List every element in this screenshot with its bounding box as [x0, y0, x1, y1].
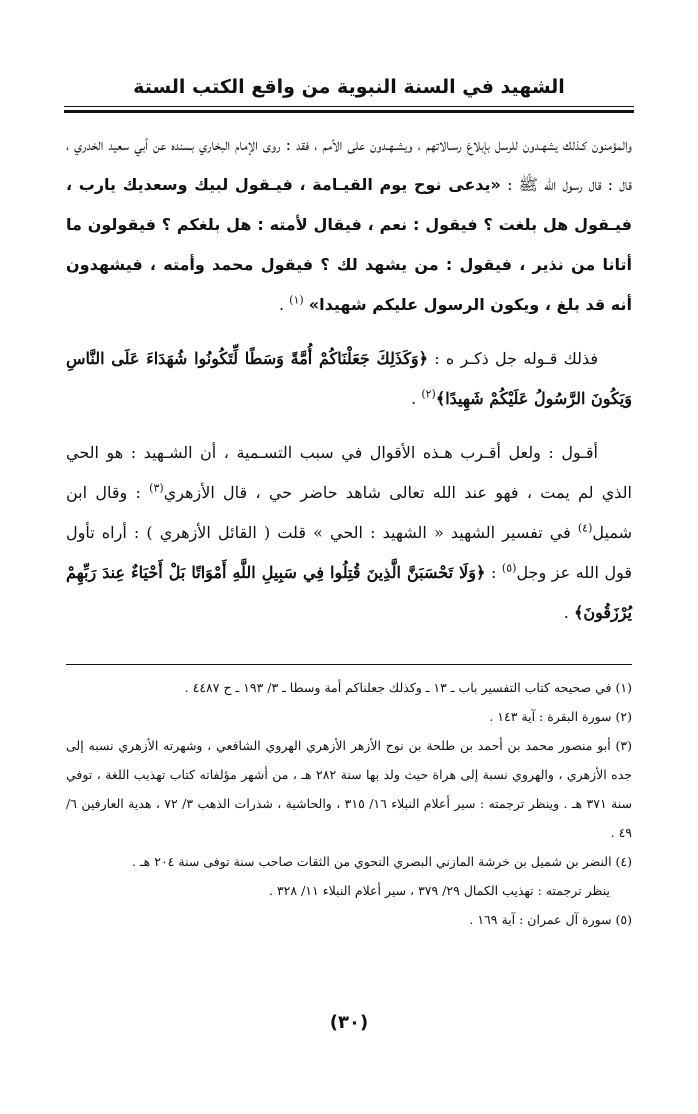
page-number: (٣٠): [329, 1012, 369, 1033]
footnotes: [66, 673, 632, 934]
header-rule: [64, 106, 634, 107]
quran-verse-1: ﴿وَكَذَلِكَ جَعَلْنَاكُمْ أُمَّةً وَسَطًا لِّتَكُونُوا شُهَدَاءَ عَلَى النَّاسِ وَيَكُونَ الرَّسُولُ عَلَيْكُمْ شَهِيدًا﴾: [66, 349, 632, 408]
paragraph-3-text-d: :: [485, 563, 502, 582]
paragraph-2-text: فذلك قـوله جل ذكـر ه :: [428, 349, 599, 368]
paragraph-1: والمؤمنون كـذلك يشهـدون للرسل بإبلاغ رسـالاتهم ، ويشـهـدون على الأمم ، فقد : روى الإمام البخاري بسنده عن أبي سعيد الخدري ، قال : قال رسول الله ﷺ : «يدعى نوح يوم القيـامة ، فيـقول لبيك وسعديك يارب ، فيـقول هل بلغت ؟ فيقول : نعم ، فيقال لأمته : هل بلغكم ؟ فيقولون ما أتانا من نذير ، فيقول : من يشهد لك ؟ فيقول محمد وأمته ، فيشهدون أنه قد بلغ ، ويكون الرسول عليكم شهيدا» $^{(١)}$ .: [66, 135, 633, 314]
footnote-4-continued: ينظر ترجمته : تهذيب الكمال ٢٩/ ٣٧٩ ، سير أعلام النبلاء ١١/ ٣٢٨ .: [269, 883, 610, 898]
footnote-1: (١) في صحيحه كتاب التفسير باب ـ ١٣ ـ وكذلك جعلناكم أمة وسطا ـ ٣/ ١٩٣ ـ ح ٤٤٨٧ .: [184, 680, 632, 695]
hadith-quote: «يدعى نوح يوم القيـامة ، فيـقول لبيك وسعديك يارب ، فيـقول هل بلغت ؟ فيقول : نعم ، فيقال لأمته : هل بلغكم ؟ فيقولون ما أتانا من نذير ، فيقول : من يشهد لك ؟ فيقول محمد وأمته ، فيشهدون أنه قد بلغ ، ويكون الرسول عليكم شهيدا»: [66, 175, 632, 314]
quran-verse-2: ﴿وَلَا تَحْسَبَنَّ الَّذِينَ قُتِلُوا فِي سَبِيلِ اللَّهِ أَمْوَاتًا بَلْ أَحْيَاءٌ عِندَ رَبِّهِمْ يُرْزَقُونَ﴾: [66, 563, 632, 622]
paragraph-3-text-b: : وقال ابن شميل: [66, 483, 632, 542]
footnote-2: (٢) سورة البقرة : آية ١٤٣ .: [489, 709, 632, 724]
footnote-ref-4[interactable]: (٤): [577, 521, 593, 535]
paragraph-2: فذلك قـوله جل ذكـر ه : ﴿وَكَذَلِكَ جَعَلْنَاكُمْ أُمَّةً وَسَطًا لِّتَكُونُوا شُهَدَاءَ عَلَى النَّاسِ وَيَكُونَ الرَّسُولُ عَلَيْكُمْ شَهِيدًا﴾$^{(٢)}$ .: [66, 349, 632, 408]
paragraph-3-text-c: في تفسير الشهيد « الشهيد : الحي » قلت ( القائل الأزهري ) : أراه تأول قول الله عز وجل: [66, 523, 633, 582]
footnote-ref-3[interactable]: (٣): [149, 481, 164, 495]
paragraph-3-text-a: أقـول : ولعل أقـرب هـذه الأقوال في سبب التسـمية ، أن الشـهيد : هو الحي الذي لم يمت ، فهو عند الله تعالى شاهد حاضر حي ، قال الأزهري: [66, 443, 632, 502]
paragraph-1-text: والمؤمنون كـذلك يشهـدون للرسل بإبلاغ رسـالاتهم ، ويشـهـدون على الأمم ، فقد : روى الإمام البخاري بسنده عن أبي سعيد الخدري ، قال : قال رسول الله ﷺ :: [66, 135, 633, 194]
footnote-ref-5[interactable]: (٥): [501, 561, 517, 575]
footnote-ref-2[interactable]: (٢): [421, 387, 436, 401]
main-text: [66, 125, 632, 633]
footnote-separator: [66, 664, 632, 665]
footnote-4: (٤) النضر بن شميل بن خرشة المازني البصري النحوي من الثقات صاحب سنة توفى سنة ٢٠٤ هـ .: [132, 854, 632, 869]
header-rule-thick: [64, 110, 634, 113]
running-header-title: الشهيد في السنة النبوية من واقع الكتب الستة: [133, 76, 565, 98]
footnote-3: (٣) أبو منصور محمد بن أحمد بن طلحة بن نوح الأزهر الأزهري الهروي الشافعي ، وشهرته الأزهري نسبه إلى جده الأزهري ، والهروي نسبة إلى هراة حيث ولد بها سنة ٢٨٢ هـ ، من أشهر مؤلفاته كتاب تهذيب اللغة ، توفي سنة ٣٧١ هـ . وينظر ترجمته : سير أعلام النبلاء ١٦/ ٣١٥ ، والحاشية ، شذرات الذهب ٣/ ٧٢ ، هدية العارفين ٦/ ٤٩ .: [66, 738, 633, 840]
paragraph-3: أقـول : ولعل أقـرب هـذه الأقوال في سبب التسـمية ، أن الشـهيد : هو الحي الذي لم يمت ، فهو عند الله تعالى شاهد حاضر حي ، قال الأزهري$^{(٣)}$ : وقال ابن شميل$^{(٤)}$ في تفسير الشهيد « الشهيد : الحي » قلت ( القائل الأزهري ) : أراه تأول قول الله عز وجل$^{(٥)}$ : ﴿وَلَا تَحْسَبَنَّ الَّذِينَ قُتِلُوا فِي سَبِيلِ اللَّهِ أَمْوَاتًا بَلْ أَحْيَاءٌ عِندَ رَبِّهِمْ يُرْزَقُونَ﴾ .: [66, 443, 633, 622]
footnote-5: (٥) سورة آل عمران : آية ١٦٩ .: [469, 912, 632, 927]
footnote-ref-1[interactable]: (١): [289, 293, 304, 307]
